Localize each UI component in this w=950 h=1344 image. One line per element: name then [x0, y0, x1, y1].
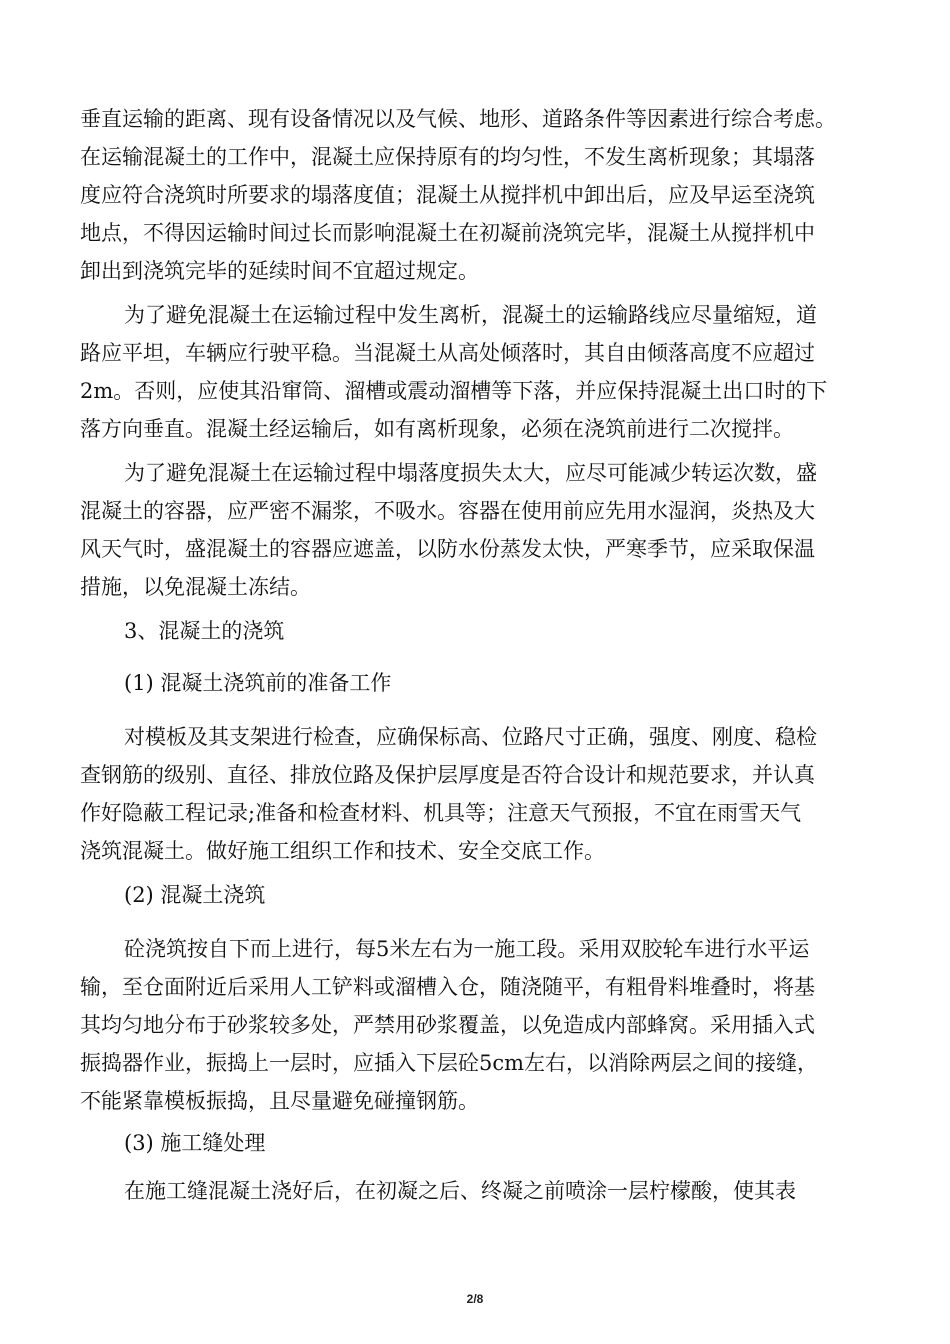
- text-line: 对模板及其支架进行检查，应确保标高、位路尺寸正确，强度、刚度、稳检: [124, 725, 817, 749]
- text-line: 措施，以免混凝土冻结。: [80, 575, 311, 599]
- text-line: 垂直运输的距离、现有设备情况以及气候、地形、道路条件等因素进行综合考虑。: [80, 107, 836, 131]
- text-line: 输，至仓面附近后采用人工铲料或溜槽入仓，随浇随平，有粗骨料堆叠时，将基: [80, 975, 815, 999]
- text-line: 为了避免混凝土在运输过程中塌落度损失太大，应尽可能减少转运次数，盛: [124, 461, 817, 485]
- paragraph-preparation: [80, 718, 880, 870]
- text-line: 砼浇筑按自下而上进行，每5米左右为一施工段。采用双胶轮车进行水平运: [124, 937, 810, 961]
- text-line: 作好隐蔽工程记录;准备和检查材料、机具等；注意天气预报，不宜在雨雪天气: [80, 801, 802, 825]
- paragraph-segregation-avoidance: [80, 296, 880, 448]
- text-line: 查钢筋的级别、直径、排放位路及保护层厚度是否符合设计和规范要求，并认真: [80, 763, 815, 787]
- page-number: 2/8: [466, 1292, 484, 1306]
- section-heading: 3、混凝土的浇筑: [124, 619, 285, 643]
- subsection-heading: (3) 施工缝处理: [124, 1131, 266, 1155]
- paragraph-slump-loss: [80, 454, 880, 606]
- subsection-heading: (2) 混凝土浇筑: [124, 883, 266, 907]
- paragraph-pouring: [80, 930, 880, 1120]
- text-line: 为了避免混凝土在运输过程中发生离析，混凝土的运输路线应尽量缩短，道: [124, 303, 817, 327]
- text-line: 其均匀地分布于砂浆较多处，严禁用砂浆覆盖，以免造成内部蜂窝。采用插入式: [80, 1013, 815, 1037]
- text-line: 2m。否则，应使其沿窜筒、溜槽或震动溜槽等下落，并应保持混凝土出口时的下: [80, 379, 828, 403]
- text-line: 落方向垂直。混凝土经运输后，如有离析现象，必须在浇筑前进行二次搅拌。: [80, 417, 794, 441]
- text-line: 在运输混凝土的工作中，混凝土应保持原有的均匀性，不发生离析现象；其塌落: [80, 145, 815, 169]
- text-line: 混凝土的容器，应严密不漏浆，不吸水。容器在使用前应先用水湿润，炎热及大: [80, 499, 815, 523]
- text-line: 风天气时，盛混凝土的容器应遮盖，以防水份蒸发太快，严寒季节，应采取保温: [80, 537, 815, 561]
- text-line: 浇筑混凝土。做好施工组织工作和技术、安全交底工作。: [80, 839, 605, 863]
- text-line: 路应平坦，车辆应行驶平稳。当混凝土从高处倾落时，其自由倾落高度不应超过: [80, 341, 815, 365]
- paragraph-transport-considerations: [80, 100, 880, 290]
- paragraph-construction-joint: [80, 1172, 880, 1210]
- subsection-heading: (1) 混凝土浇筑前的准备工作: [124, 671, 392, 695]
- text-line: 不能紧靠模板振捣，且尽量避免碰撞钢筋。: [80, 1089, 479, 1113]
- text-line: 卸出到浇筑完毕的延续时间不宜超过规定。: [80, 259, 479, 283]
- text-line: 在施工缝混凝土浇好后，在初凝之后、终凝之前喷涂一层柠檬酸，使其表: [124, 1179, 796, 1203]
- text-line: 度应符合浇筑时所要求的塌落度值；混凝土从搅拌机中卸出后，应及早运至浇筑: [80, 183, 815, 207]
- text-line: 地点，不得因运输时间过长而影响混凝土在初凝前浇筑完毕，混凝土从搅拌机中: [80, 221, 815, 245]
- text-line: 振捣器作业，振捣上一层时，应插入下层砼5cm左右，以消除两层之间的接缝，: [80, 1051, 819, 1075]
